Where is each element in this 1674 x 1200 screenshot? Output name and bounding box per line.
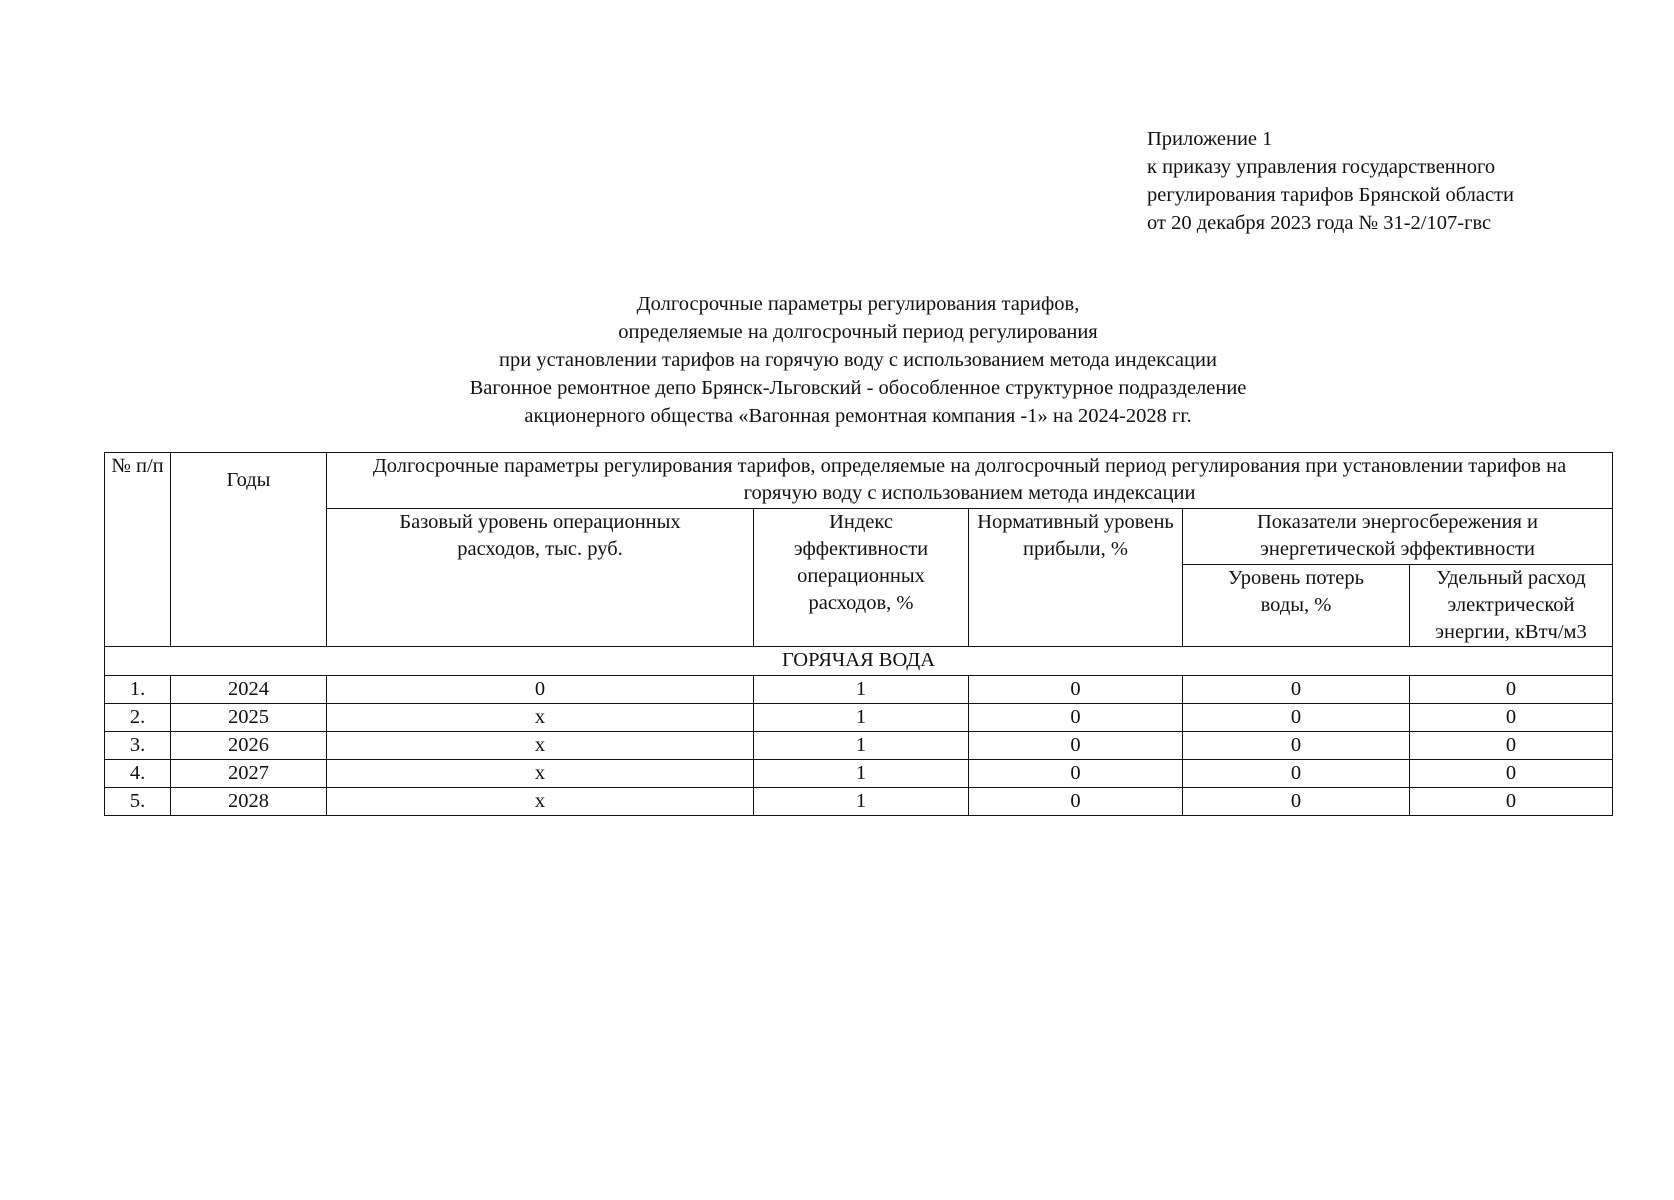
cell-year: 2024 [171,676,327,704]
cell-profit-level: 0 [969,704,1183,732]
cell-electricity: 0 [1410,676,1613,704]
cell-efficiency-index: 1 [754,704,969,732]
header-profit-level: Нормативный уровень прибыли, % [969,509,1183,647]
table-row [105,676,1613,704]
cell-year: 2028 [171,788,327,816]
cell-base-level: х [327,704,754,732]
header-row [105,453,1613,509]
cell-year: 2027 [171,760,327,788]
cell-water-loss: 0 [1183,760,1410,788]
header-group: Долгосрочные параметры регулирования тарифов, определяемые на долгосрочный период регулирования при установлении тарифов на горячую воду с использованием метода индексации [327,453,1613,509]
cell-electricity: 0 [1410,788,1613,816]
cell-efficiency-index: 1 [754,760,969,788]
cell-efficiency-index: 1 [754,788,969,816]
header-efficiency-index: Индекс эффективности операционных расходов, % [754,509,969,647]
cell-water-loss: 0 [1183,788,1410,816]
title-line: Вагонное ремонтное депо Брянск-Льговский - обособленное структурное подразделение [469,377,1247,399]
cell-base-level: х [327,760,754,788]
parameters-table [104,452,1613,816]
document-title [104,290,1612,430]
cell-num: 1. [105,676,171,704]
title-line: при установлении тарифов на горячую воду с использованием метода индексации [499,349,1217,371]
cell-num: 2. [105,704,171,732]
section-row [105,647,1613,676]
cell-electricity: 0 [1410,732,1613,760]
cell-num: 4. [105,760,171,788]
cell-num: 3. [105,732,171,760]
header-row [105,509,1613,565]
cell-water-loss: 0 [1183,704,1410,732]
cell-profit-level: 0 [969,676,1183,704]
cell-year: 2026 [171,732,327,760]
header-electricity: Удельный расход электрической энергии, кВтч/м3 [1410,565,1613,647]
cell-base-level: х [327,732,754,760]
header-num: № п/п [105,453,171,647]
header-years-label: Годы [226,469,271,491]
appendix-line: регулирования тарифов Брянской области [1147,184,1514,206]
header-water-loss: Уровень потерь воды, % [1183,565,1410,647]
table-row [105,704,1613,732]
cell-water-loss: 0 [1183,732,1410,760]
section-label: ГОРЯЧАЯ ВОДА [105,647,1613,676]
cell-year: 2025 [171,704,327,732]
cell-electricity: 0 [1410,704,1613,732]
header-energy-group: Показатели энергосбережения и энергетической эффективности [1183,509,1613,565]
cell-electricity: 0 [1410,760,1613,788]
cell-num: 5. [105,788,171,816]
appendix-line: Приложение 1 [1147,128,1273,150]
cell-base-level: х [327,788,754,816]
cell-profit-level: 0 [969,760,1183,788]
cell-base-level: 0 [327,676,754,704]
title-line: акционерного общества «Вагонная ремонтная компания -1» на 2024-2028 гг. [524,405,1192,427]
appendix-line: к приказу управления государственного [1147,156,1496,178]
cell-water-loss: 0 [1183,676,1410,704]
title-line: Долгосрочные параметры регулирования тарифов, [636,293,1080,315]
appendix-line: от 20 декабря 2023 года № 31-2/107-гвс [1147,212,1492,234]
table-row [105,732,1613,760]
cell-profit-level: 0 [969,788,1183,816]
header-base-level: Базовый уровень операционных расходов, тыс. руб. [327,509,754,647]
table-row [105,788,1613,816]
table-row [105,760,1613,788]
appendix-block [1147,125,1514,237]
cell-efficiency-index: 1 [754,732,969,760]
cell-efficiency-index: 1 [754,676,969,704]
header-years [171,453,327,647]
cell-profit-level: 0 [969,732,1183,760]
title-line: определяемые на долгосрочный период регулирования [618,321,1098,343]
